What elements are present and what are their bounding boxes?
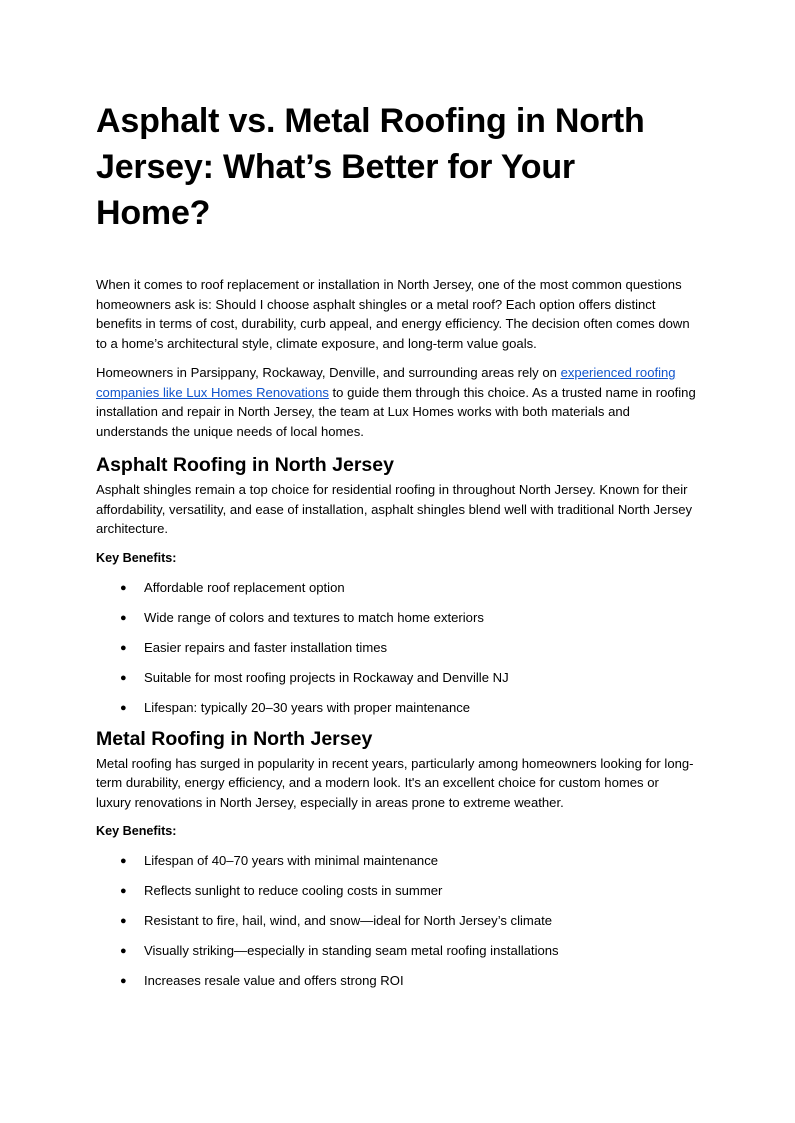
bullet-icon: ● [120,671,127,684]
list-item-text: Wide range of colors and textures to match home exteriors [144,609,484,625]
bullet-icon: ● [120,611,127,624]
list-item [96,941,696,971]
asphalt-benefits-label: Key Benefits: [96,550,177,565]
bullet-icon: ● [120,581,127,594]
bullet-icon: ● [120,975,127,987]
metal-benefits-list [96,851,696,991]
list-item-text: Suitable for most roofing projects in Rockaway and Denville NJ [144,669,509,685]
list-item [96,578,696,608]
bullet-icon: ● [120,945,127,957]
bullet-icon: ● [120,915,127,927]
metal-heading: Metal Roofing in North Jersey [96,727,373,750]
second-paragraph-text-before: Homeowners in Parsippany, Rockaway, Denville, and surrounding areas rely on [96,365,561,380]
intro-paragraph: When it comes to roof replacement or installation in North Jersey, one of the most common questions homeowners ask is: Should I choose asphalt shingles or a metal roof? Each option offers distinct benefits in terms of cost, durability, curb appeal, and energy efficiency. The decision often comes down to a home’s architectural style, climate exposure, and long-term value goals. [96,277,690,351]
asphalt-heading: Asphalt Roofing in North Jersey [96,454,394,476]
page-title: Asphalt vs. Metal Roofing in North Jersey: What’s Better for Your Home? [96,102,645,232]
list-item [96,881,696,911]
list-item-text: Lifespan of 40–70 years with minimal maintenance [144,853,439,868]
bullet-icon: ● [120,885,127,897]
list-item-text: Easier repairs and faster installation times [144,639,388,655]
list-item [96,698,696,718]
list-item-text: Resistant to fire, hail, wind, and snow—ideal for North Jersey’s climate [144,913,553,928]
list-item [96,971,696,991]
second-paragraph-text-after: to guide them through this choice. As a trusted name in roofing installation and repair in North Jersey, the team at Lux Homes works with both materials and understands the unique needs of local homes. [96,384,696,439]
metal-description: Metal roofing has surged in popularity in recent years, particularly among homeowners looking for long-term durability, energy efficiency, and a modern look. It's an excellent choice for custom homes or luxury renovations in North Jersey, especially in areas prone to extreme weather. [96,755,694,810]
list-item [96,911,696,941]
list-item [96,851,696,881]
bullet-icon: ● [120,641,127,654]
bullet-icon: ● [120,855,127,867]
list-item-text: Visually striking—especially in standing seam metal roofing installations [144,943,559,958]
document-page [96,98,696,991]
metal-benefits-label: Key Benefits: [96,824,177,838]
list-item [96,668,696,698]
list-item-text: Reflects sunlight to reduce cooling costs in summer [144,883,443,898]
list-item-text: Affordable roof replacement option [144,579,345,595]
bullet-icon: ● [120,701,127,714]
list-item-text: Lifespan: typically 20–30 years with proper maintenance [144,699,471,715]
second-paragraph [96,363,696,441]
list-item [96,608,696,638]
list-item-text: Increases resale value and offers strong ROI [144,973,404,988]
lux-homes-link[interactable]: experienced roofing companies like Lux Homes Renovations [96,365,676,400]
asphalt-description: Asphalt shingles remain a top choice for residential roofing in throughout North Jersey. Known for their affordability, versatility, and ease of installation, asphalt shingles blend well with traditional North Jersey architecture. [96,482,693,536]
asphalt-benefits-list [96,578,696,718]
list-item [96,638,696,668]
